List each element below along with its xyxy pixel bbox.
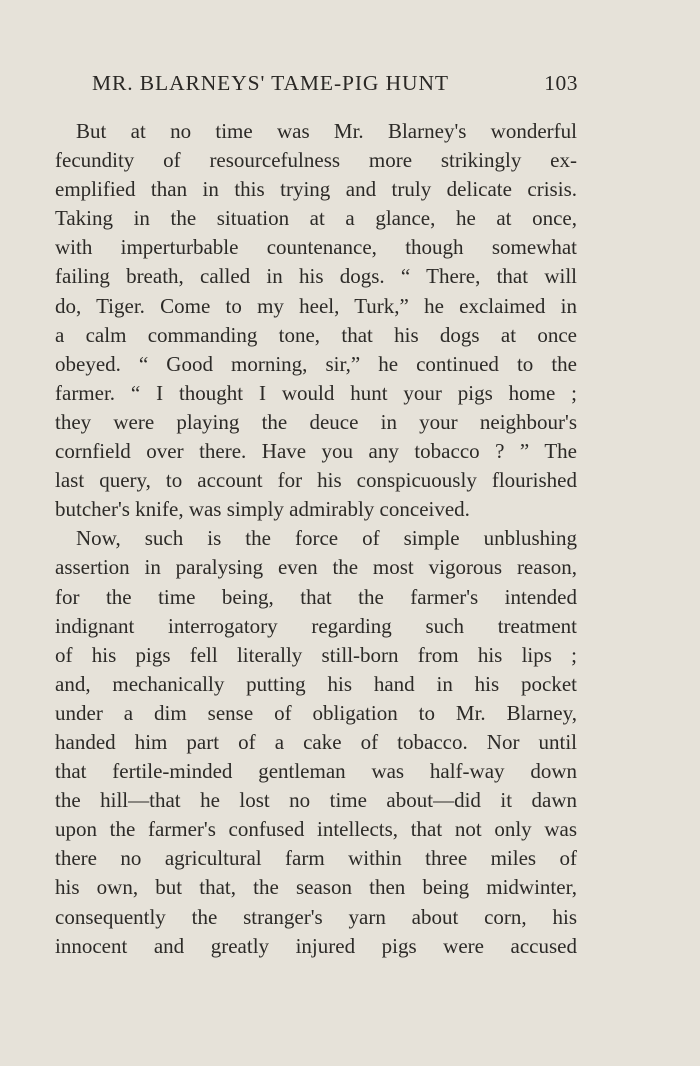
text-line: they were playing the deuce in your neighbour's <box>55 409 577 434</box>
text-line: assertion in paralysing even the most vigorous reason, <box>55 555 577 580</box>
text-line: handed him part of a cake of tobacco. Nor until <box>55 729 577 754</box>
text-line: obeyed. “ Good morning, sir,” he continued to the <box>55 351 577 376</box>
text-line: cornfield over there. Have you any tobacco ? ” The <box>55 439 577 464</box>
text-line: Taking in the situation at a glance, he at once, <box>55 206 577 231</box>
text-line: there no agricultural farm within three miles of <box>55 846 577 871</box>
text-line: innocent and greatly injured pigs were accused <box>55 933 577 958</box>
text-line: consequently the stranger's yarn about corn, his <box>55 904 577 929</box>
text-line: emplified than in this trying and truly delicate crisis. <box>55 177 577 202</box>
text-line: that fertile-minded gentleman was half-way down <box>55 759 577 784</box>
text-line: last query, to account for his conspicuously flourished <box>55 468 577 493</box>
running-title: MR. BLARNEYS' TAME-PIG HUNT <box>92 71 449 95</box>
text-line: of his pigs fell literally still-born from his lips ; <box>55 642 577 667</box>
text-line: under a dim sense of obligation to Mr. Blarney, <box>55 700 577 725</box>
text-line: failing breath, called in his dogs. “ There, that will <box>55 264 577 289</box>
page-number: 103 <box>544 71 578 95</box>
text-line: with imperturbable countenance, though somewhat <box>55 235 577 260</box>
text-line: fecundity of resourcefulness more strikingly ex- <box>55 148 577 173</box>
text-line: a calm commanding tone, that his dogs at once <box>55 322 577 347</box>
body-text <box>55 117 577 961</box>
text-line: do, Tiger. Come to my heel, Turk,” he exclaimed in <box>55 293 577 318</box>
text-line: farmer. “ I thought I would hunt your pigs home ; <box>55 380 577 405</box>
text-line: and, mechanically putting his hand in his pocket <box>55 671 577 696</box>
text-line: his own, but that, the season then being midwinter, <box>55 875 577 900</box>
text-line: Now, such is the force of simple unblushing <box>76 526 577 551</box>
text-line: the hill—that he lost no time about—did it dawn <box>55 788 577 813</box>
text-line: butcher's knife, was simply admirably conceived. <box>55 497 470 522</box>
text-line: But at no time was Mr. Blarney's wonderful <box>76 119 577 143</box>
text-line: for the time being, that the farmer's intended <box>55 584 577 609</box>
text-line: indignant interrogatory regarding such treatment <box>55 613 577 638</box>
running-head <box>92 71 578 101</box>
text-line: upon the farmer's confused intellects, that not only was <box>55 817 577 842</box>
